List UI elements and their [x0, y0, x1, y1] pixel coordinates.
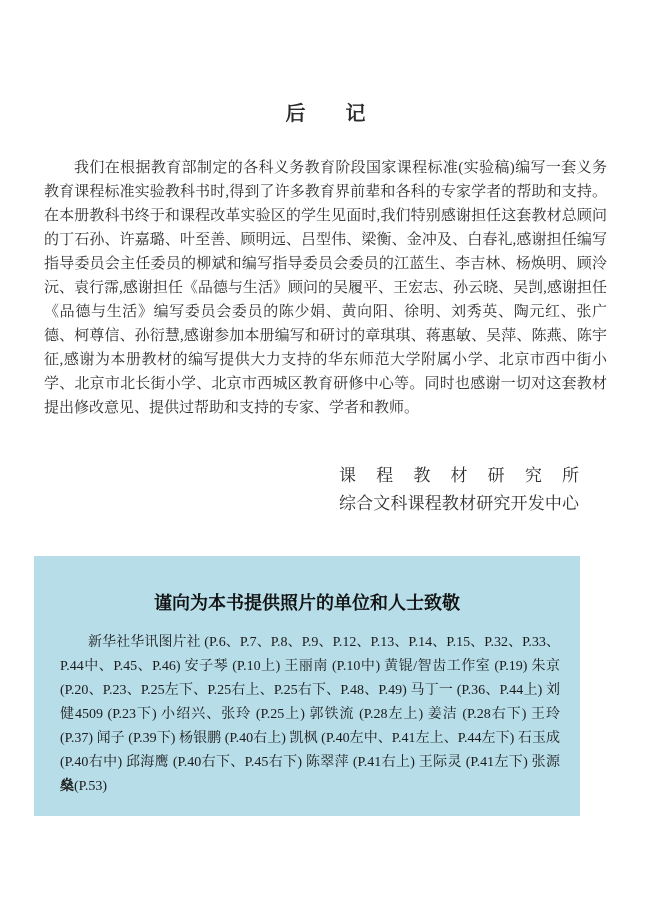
credit-body-text: 新华社华讯图片社 (P.6、P.7、P.8、P.9、P.12、P.13、P.14、P.15、P.32、P.33、P.44中、P.45、P.46) 安子琴 (P.10上) 王丽南 (P.10中) 黄锟/智齿工作室 (P.19) 朱京 (P.20、P.23、P.25左下、P.25右上、P.25右下、P.48、P.49) 马丁一 (P.36、P.44上) 刘健4509 (P.23下) 小绍兴、张玲 (P.25上) 郭铁流 (P.28左上) 姜洁 (P.28右下) 王玲 (P.37) 闻子 (P.39下) 杨银鹏 (P.40右上) 凯枫 (P.40左中、P.41左上、P.44左下) 石玉成 (P.40右中) 邱海鹰 (P.40右下、P.45右下) 陈翠萍 (P.41右上) 王际灵 (P.41左下) 张源 [60, 635, 560, 770]
signature-institute: 课 程 教 材 研 究 所 [339, 466, 579, 485]
credit-box-title: 谨向为本书提供照片的单位和人士致敬 [154, 593, 460, 613]
credit-box-body [60, 631, 560, 799]
credit-body-tail: (P.53) [74, 779, 108, 794]
afterword-paragraph: 我们在根据教育部制定的各科义务教育阶段国家课程标准(实验稿)编写一套义务教育课程标准实验教科书时,得到了许多教育界前辈和各科的专家学者的帮助和支持。在本册教科书终于和课程改革实验区的学生见面时,我们特别感谢担任这套教材总顾问的丁石孙、许嘉璐、叶至善、顾明远、吕型伟、梁衡、金冲及、白春礼,感谢担任编写指导委员会主任委员的柳斌和编写指导委员会委员的江蓝生、李吉林、杨焕明、顾泠沅、袁行霈,感谢担任《品德与生活》顾问的吴履平、王宏志、孙云晓、吴剀,感谢担任《品德与生活》编写委员会委员的陈少娟、黄向阳、徐明、刘秀英、陶元红、张广德、柯尊信、孙衍慧,感谢参加本册编写和研讨的章琪琪、蒋惠敏、吴萍、陈燕、陈宇征,感谢为本册教材的编写提供大力支持的华东师范大学附属小学、北京市西中街小学、北京市北长街小学、北京市西城区教育研修中心等。同时也感谢一切对这套教材提出修改意见、提供过帮助和支持的专家、学者和教师。 [44, 160, 607, 416]
signature-center: 综合文科课程教材研究开发中心 [339, 494, 579, 513]
page-title: 后 记 [285, 103, 366, 125]
photo-credit-box [34, 556, 580, 816]
credit-body-bold-char: 燊 [60, 779, 74, 794]
signature-block [339, 462, 579, 518]
